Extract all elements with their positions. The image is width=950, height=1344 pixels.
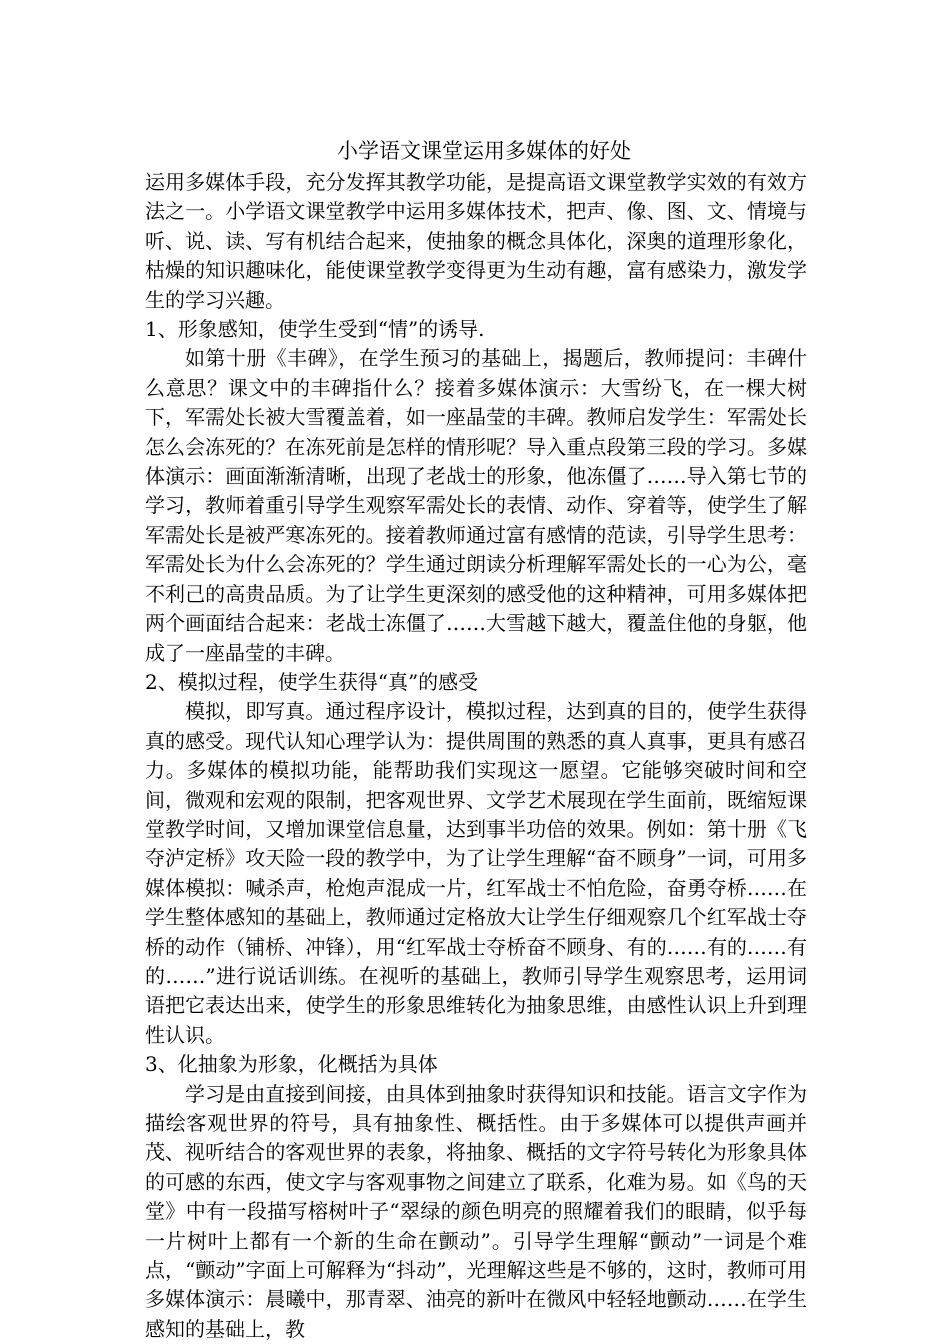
section-3-body: 学习是由直接到间接，由具体到抽象时获得知识和技能。语言文字作为描绘客观世界的符号，具有抽象性、概括性。由于多媒体可以提供声画并茂、视听结合的客观世界的表象，将抽象、概括的文字符号转化为形象具体的可感的东西，使文字与客观事物之间建立了联系，化难为易。如《鸟的天堂》中有一段描写榕树叶子“翠绿的颜色明亮的照耀着我们的眼睛，似乎每一片树叶上都有一个新的生命在颤动”。引导学生理解“颤动”一词是个难点，“颤动”字面上可解释为“抖动”，光理解这些是不够的，这时，教师可用多媒体演示：晨曦中，那青翠、油亮的新叶在微风中轻轻地颤动……在学生感知的基础上，教 — [145, 1081, 807, 1341]
section-1-heading: 1、形象感知，使学生受到“情”的诱导. — [145, 317, 485, 342]
document-page — [145, 136, 807, 1344]
section-2-body: 模拟，即写真。通过程序设计，模拟过程，达到真的目的，使学生获得真的感受。现代认知心理学认为：提供周围的熟悉的真人真事，更具有感召力。多媒体的模拟功能，能帮助我们实现这一愿望。它能够突破时间和空间，微观和宏观的限制，把客观世界、文学艺术展现在学生面前，既缩短课堂教学时间，又增加课堂信息量，达到事半功倍的效果。例如：第十册《飞夺泸定桥》攻天险一段的教学中，为了让学生理解“奋不顾身”一词，可用多媒体模拟：喊杀声，枪炮声混成一片，红军战士不怕危险，奋勇夺桥……在学生整体感知的基础上，教师通过定格放大让学生仔细观察几个红军战士夺桥的动作（铺桥、冲锋），用“红军战士夺桥奋不顾身、有的……有的……有的……”进行说话训练。在视听的基础上，教师引导学生观察思考，运用词语把它表达出来，使学生的形象思维转化为抽象思维，由感性认识上升到理性认识。 — [145, 699, 807, 1047]
intro-paragraph: 运用多媒体手段，充分发挥其教学功能，是提高语文课堂教学实效的有效方法之一。小学语文课堂教学中运用多媒体技术，把声、像、图、文、情境与听、说、读、写有机结合起来，使抽象的概念具体化，深奥的道理形象化，枯燥的知识趣味化，能使课堂教学变得更为生动有趣，富有感染力，激发学生的学习兴趣。 — [145, 170, 807, 312]
section-3-heading: 3、化抽象为形象，化概括为具体 — [145, 1052, 438, 1077]
section-2-heading: 2、模拟过程，使学生获得“真”的感受 — [145, 669, 479, 694]
section-1-body: 如第十册《丰碑》，在学生预习的基础上，揭题后，教师提问：丰碑什么意思？课文中的丰碑指什么？接着多媒体演示：大雪纷飞，在一棵大树下，军需处长被大雪覆盖着，如一座晶莹的丰碑。教师启发学生：军需处长怎么会冻死的？在冻死前是怎样的情形呢？导入重点段第三段的学习。多媒体演示：画面渐渐清晰，出现了老战士的形象，他冻僵了……导入第七节的学习，教师着重引导学生观察军需处长的表情、动作、穿着等，使学生了解军需处长是被严寒冻死的。接着教师通过富有感情的范读，引导学生思考：军需处长为什么会冻死的？学生通过朗读分析理解军需处长的一心为公，毫不利己的高贵品质。为了让学生更深刻的感受他的这种精神，可用多媒体把两个画面结合起来：老战士冻僵了……大雪越下越大，覆盖住他的身躯，他成了一座晶莹的丰碑。 — [145, 346, 807, 665]
document-title: 小学语文课堂运用多媒体的好处 — [337, 139, 631, 163]
